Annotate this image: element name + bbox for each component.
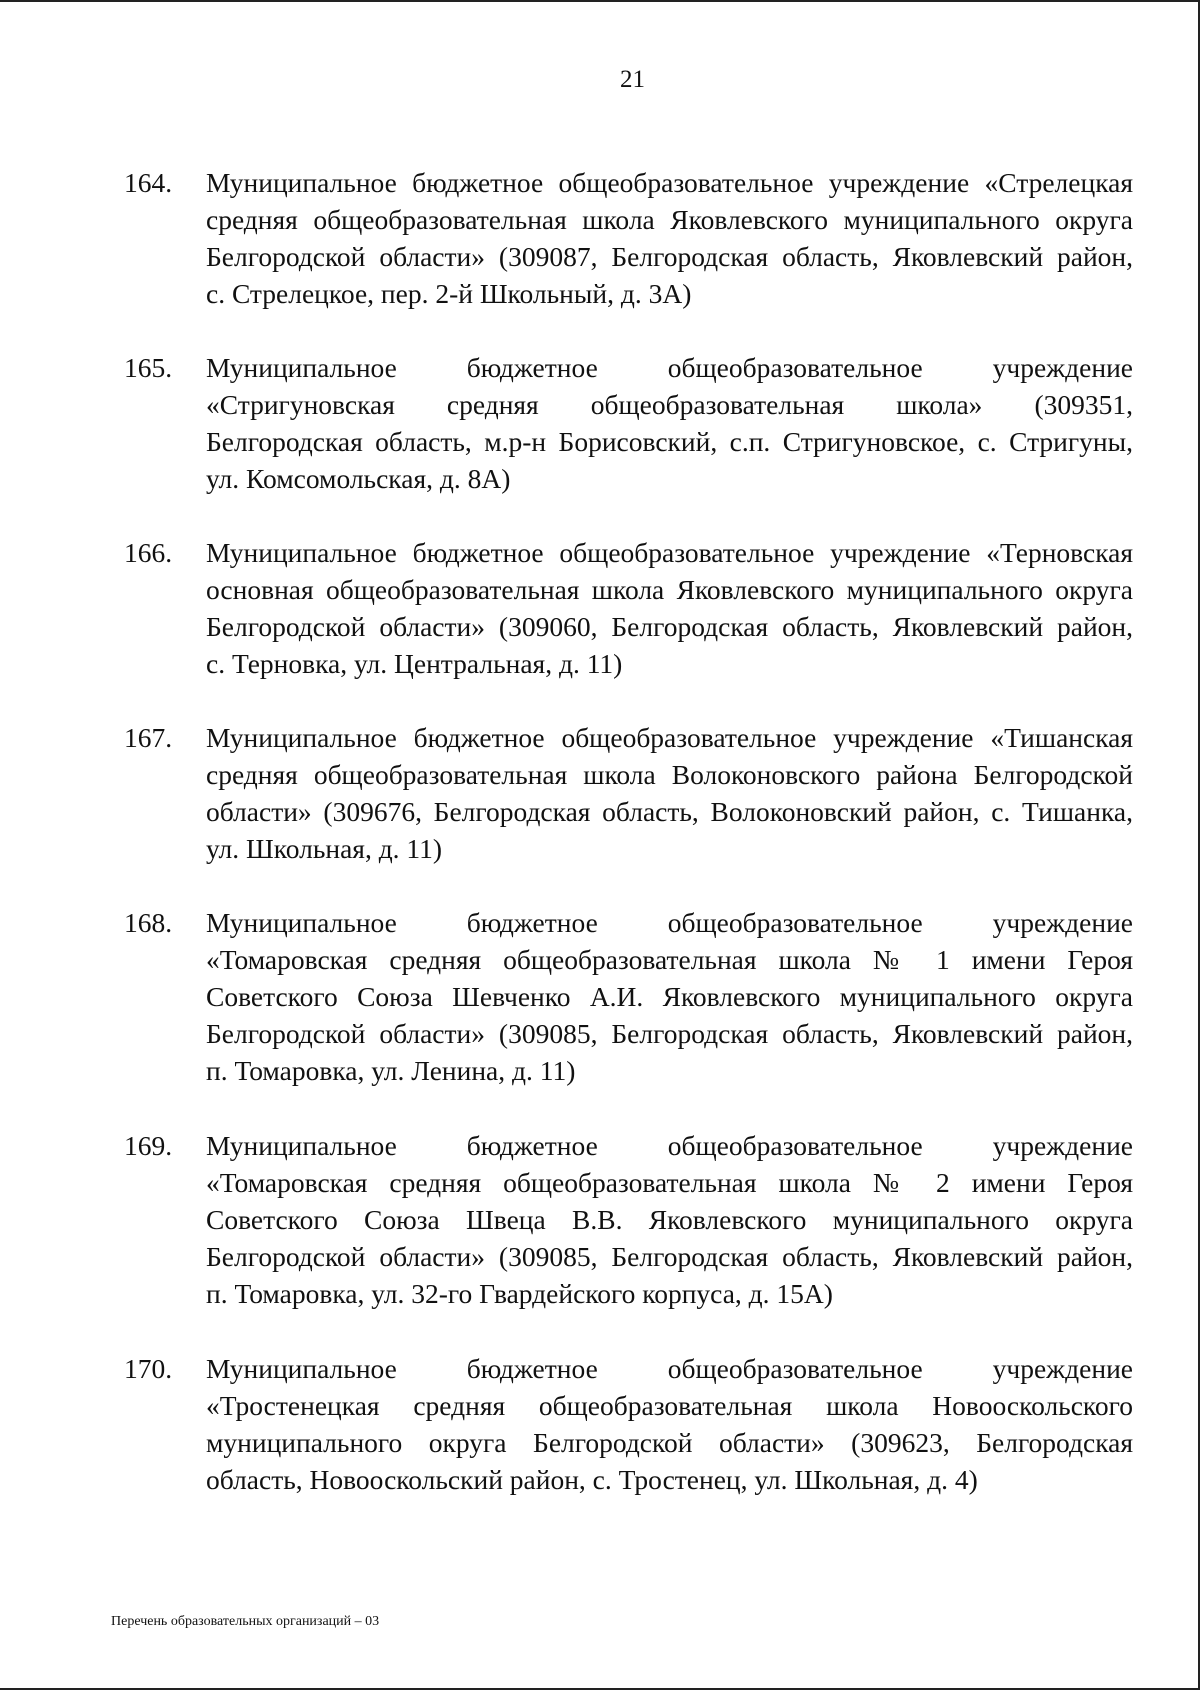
entry-line: муниципального округа Белгородской области» (309623, Белгородская <box>206 1427 1133 1458</box>
entry-line: «Стригуновская средняя общеобразовательная школа» (309351, <box>206 389 1133 420</box>
document-footer: Перечень образовательных организаций – 03 <box>111 1614 380 1629</box>
entry-number: 169. <box>124 1130 173 1161</box>
entry-line: Белгородской области» (309085, Белгородская область, Яковлевский район, <box>206 1018 1133 1049</box>
entry-number: 164. <box>124 167 173 198</box>
entry-line: Муниципальное бюджетное общеобразовательное учреждение «Терновская <box>206 537 1133 568</box>
entry-number: 170. <box>124 1353 173 1384</box>
entry-line: Муниципальное бюджетное общеобразовательное учреждение <box>206 1353 1133 1384</box>
entry-number: 168. <box>124 907 173 938</box>
entry-line: ул. Комсомольская, д. 8А) <box>206 463 511 494</box>
entry-line: «Томаровская средняя общеобразовательная школа № 2 имени Героя <box>206 1167 1133 1198</box>
entry-number: 167. <box>124 722 173 753</box>
entry-line: с. Терновка, ул. Центральная, д. 11) <box>206 648 623 679</box>
entry-line: ул. Школьная, д. 11) <box>206 833 443 864</box>
list-item <box>124 904 1133 1089</box>
entry-line: Белгородской области» (309060, Белгородская область, Яковлевский район, <box>206 611 1133 642</box>
entry-text <box>206 1350 1133 1498</box>
page-number: 21 <box>620 66 645 93</box>
entry-line: Советского Союза Шевченко А.И. Яковлевского муниципального округа <box>206 981 1133 1012</box>
entry-number: 166. <box>124 537 173 568</box>
entry-line: области» (309676, Белгородская область, Волоконовский район, с. Тишанка, <box>206 796 1133 827</box>
list-item <box>124 1127 1133 1312</box>
entry-text <box>206 534 1133 682</box>
entry-text <box>206 1127 1133 1312</box>
entry-line: средняя общеобразовательная школа Яковлевского муниципального округа <box>206 204 1133 235</box>
entry-number: 165. <box>124 352 173 383</box>
list-item <box>124 1350 1133 1498</box>
entry-line: «Тростенецкая средняя общеобразовательная школа Новооскольского <box>206 1390 1133 1421</box>
entry-line: Муниципальное бюджетное общеобразовательное учреждение <box>206 1130 1133 1161</box>
entry-line: Муниципальное бюджетное общеобразовательное учреждение <box>206 907 1133 938</box>
entry-line: Муниципальное бюджетное общеобразовательное учреждение «Стрелецкая <box>206 167 1133 198</box>
entry-line: Муниципальное бюджетное общеобразовательное учреждение <box>206 352 1133 383</box>
entry-line: Белгородская область, м.р-н Борисовский, с.п. Стригуновское, с. Стригуны, <box>206 426 1133 457</box>
entry-line: «Томаровская средняя общеобразовательная школа № 1 имени Героя <box>206 944 1133 975</box>
entry-text <box>206 904 1133 1089</box>
list-item <box>124 164 1133 312</box>
list-item <box>124 719 1133 867</box>
entry-line: п. Томаровка, ул. Ленина, д. 11) <box>206 1055 576 1086</box>
entry-line: Белгородской области» (309085, Белгородская область, Яковлевский район, <box>206 1241 1133 1272</box>
list-item <box>124 349 1133 497</box>
entry-line: Муниципальное бюджетное общеобразовательное учреждение «Тишанская <box>206 722 1133 753</box>
entry-line: с. Стрелецкое, пер. 2-й Школьный, д. 3А) <box>206 278 692 309</box>
entry-text <box>206 349 1133 497</box>
entry-text <box>206 719 1133 867</box>
entry-text <box>206 164 1133 312</box>
list-item <box>124 534 1133 682</box>
entry-line: Советского Союза Швеца В.В. Яковлевского муниципального округа <box>206 1204 1133 1235</box>
entry-line: средняя общеобразовательная школа Волоконовского района Белгородской <box>206 759 1133 790</box>
entry-line: п. Томаровка, ул. 32-го Гвардейского корпуса, д. 15А) <box>206 1278 833 1309</box>
entry-line: Белгородской области» (309087, Белгородская область, Яковлевский район, <box>206 241 1133 272</box>
entry-line: область, Новооскольский район, с. Тростенец, ул. Школьная, д. 4) <box>206 1464 978 1495</box>
entry-line: основная общеобразовательная школа Яковлевского муниципального округа <box>206 574 1133 605</box>
